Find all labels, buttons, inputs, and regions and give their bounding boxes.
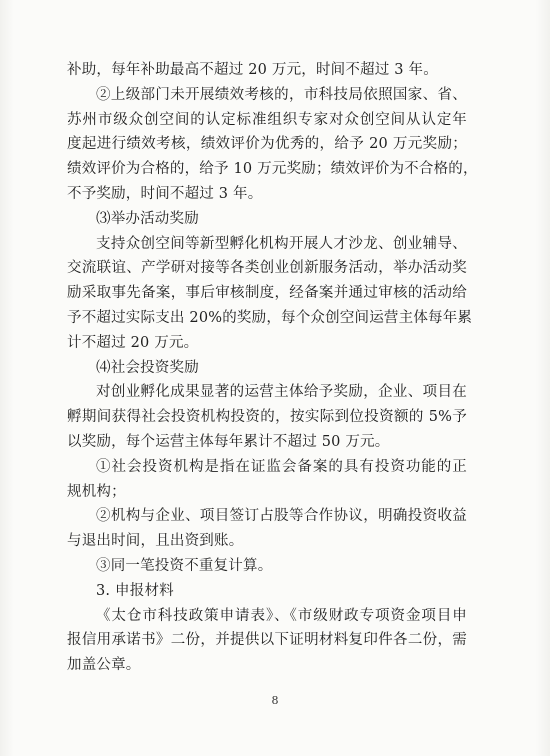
body-line: ②机构与企业、项目签订占股等合作协议，明确投资收益 [96, 508, 467, 525]
page-number: 8 [271, 694, 279, 707]
body-line: 规机构； [67, 483, 126, 500]
body-line: 报信用承诺书》二份，并提供以下证明材料复印件各二份，需 [67, 632, 467, 649]
body-line: 苏州市级众创空间的认定标准组织专家对众创空间从认定年 [67, 111, 467, 128]
body-line: 绩效评价为合格的，给予 10 万元奖励；绩效评价为不合格的， [67, 161, 478, 178]
body-line: 孵期间获得社会投资机构投资的，按实际到位投资额的 5%予 [67, 409, 467, 426]
body-line: 补助，每年补助最高不超过 20 万元，时间不超过 3 年。 [67, 62, 438, 78]
body-line: 以奖励，每个运营主体每年累计不超过 50 万元。 [67, 433, 390, 450]
body-line: 对创业孵化成果显著的运营主体给予奖励，企业、项目在 [96, 384, 467, 401]
body-line: 予不超过实际支出 20%的奖励，每个众创空间运营主体每年累 [67, 309, 473, 326]
body-line: ③同一笔投资不重复计算。 [96, 557, 273, 574]
body-line: 与退出时间，且出资到账。 [67, 533, 244, 550]
body-line: ①社会投资机构是指在证监会备案的具有投资功能的正 [96, 458, 467, 475]
body-line: 励采取事先备案，事后审核制度，经备案并通过审核的活动给 [67, 285, 467, 302]
body-line: 不予奖励，时间不超过 3 年。 [67, 185, 263, 202]
section-heading: ⑷社会投资奖励 [96, 359, 199, 376]
body-line: ②上级部门未开展绩效考核的，市科技局依照国家、省、 [96, 86, 467, 103]
body-line: 计不超过 20 万元。 [67, 334, 199, 351]
body-line: 《太仓市科技政策申请表》、《市级财政专项资金项目申 [96, 607, 467, 624]
section-heading: 3. 申报材料 [96, 582, 174, 599]
body-line: 度起进行绩效考核，绩效评价为优秀的，给予 20 万元奖励； [67, 136, 467, 153]
document-body [67, 58, 478, 678]
body-line: 交流联谊、产学研对接等各类创业创新服务活动，举办活动奖 [67, 260, 467, 277]
body-line: 加盖公章。 [67, 657, 141, 674]
body-line: 支持众创空间等新型孵化机构开展人才沙龙、创业辅导、 [96, 235, 467, 252]
section-heading: ⑶举办活动奖励 [96, 210, 199, 227]
